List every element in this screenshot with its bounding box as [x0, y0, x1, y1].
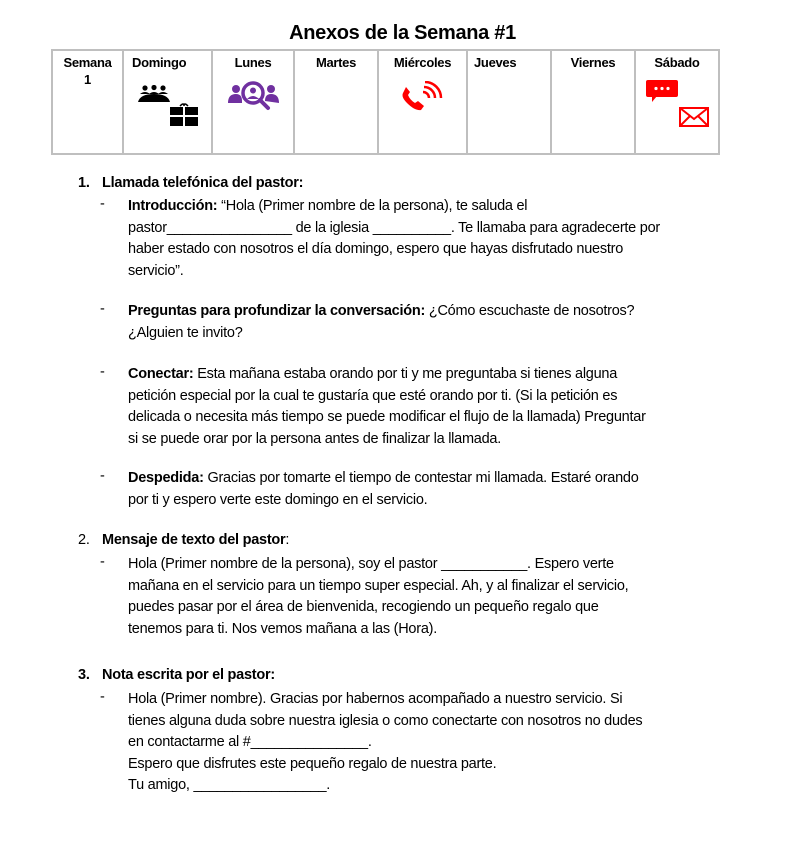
day-cell-lunes: [212, 50, 294, 154]
day-label: Domingo: [132, 55, 187, 70]
people-search-icon: [228, 81, 280, 111]
day-cell-domingo: [123, 50, 212, 154]
day-cell-viernes: [551, 50, 635, 154]
week-number: 1: [84, 72, 91, 87]
bullet-dash: -: [100, 196, 105, 212]
day-label: Miércoles: [393, 55, 452, 70]
envelope-icon: [679, 107, 709, 127]
day-cell-miercoles: [378, 50, 467, 154]
section-title: Llamada telefónica del pastor:: [102, 175, 304, 191]
day-label: Martes: [315, 55, 357, 70]
day-label: Sábado: [654, 55, 700, 70]
page-title: Anexos de la Semana #1: [289, 22, 516, 44]
week-cell: [52, 50, 123, 154]
bullet-dash: -: [100, 301, 105, 317]
section-number: 1.: [78, 175, 90, 191]
section-title: Nota escrita por el pastor:: [102, 667, 275, 683]
section-3-heading: [78, 667, 275, 683]
day-label: Jueves: [474, 55, 517, 70]
section-1-heading: [78, 175, 303, 191]
group-icon: [137, 85, 171, 103]
bullet-dash: -: [100, 364, 105, 380]
day-cell-martes: [294, 50, 378, 154]
day-cell-jueves: [467, 50, 551, 154]
day-label: Viernes: [570, 55, 616, 70]
item-label: Preguntas para profundizar la conversación:: [128, 303, 426, 319]
item-label: Despedida:: [128, 470, 204, 486]
week-calendar-table: [51, 49, 720, 155]
section-number: 2.: [78, 532, 90, 548]
chat-bubble-icon: [646, 80, 678, 102]
item-label: Introducción:: [128, 198, 218, 214]
bullet-dash: -: [100, 468, 105, 484]
bullet-dash: -: [100, 554, 105, 570]
phone-call-icon: [399, 81, 447, 113]
gift-icon: [169, 102, 199, 126]
section-2-heading: 2. Mensaje de texto del pastor:: [78, 532, 290, 548]
section-title: Mensaje de texto del pastor: [102, 532, 286, 548]
bullet-dash: -: [100, 689, 105, 705]
item-label: Conectar:: [128, 366, 194, 382]
day-cell-sabado: [635, 50, 719, 154]
section-number: 3.: [78, 667, 90, 683]
day-label: Lunes: [234, 55, 272, 70]
week-label: Semana: [63, 55, 112, 70]
